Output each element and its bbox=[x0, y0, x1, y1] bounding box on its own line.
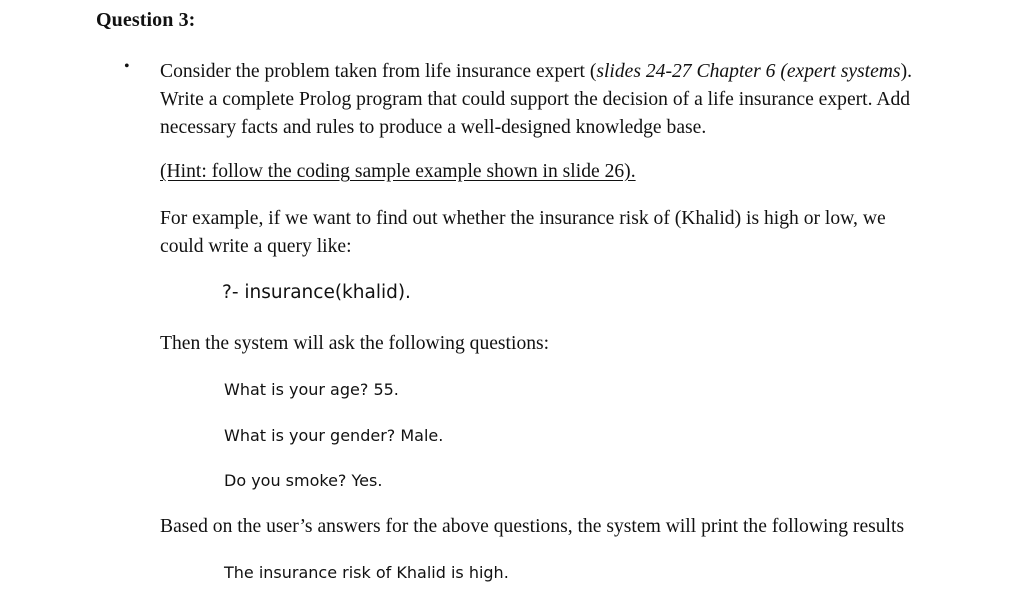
prolog-query: ?- insurance(khalid). bbox=[222, 282, 411, 303]
intro-paragraph bbox=[160, 58, 912, 142]
intro-line-3: necessary facts and rules to produce a well-designed knowledge base. bbox=[160, 117, 707, 138]
example-paragraph bbox=[160, 205, 886, 261]
question-heading: Question 3: bbox=[96, 9, 196, 31]
intro-line-1-start: Consider the problem taken from life insurance expert ( bbox=[160, 61, 597, 82]
question-gender: What is your gender? Male. bbox=[224, 426, 444, 445]
bullet-point: • bbox=[124, 58, 130, 75]
question-age: What is your age? 55. bbox=[224, 380, 399, 399]
based-on-text: Based on the user’s answers for the above questions, the system will print the following results bbox=[160, 516, 905, 537]
slides-reference: slides 24-27 Chapter 6 (expert systems bbox=[596, 61, 901, 82]
intro-line-1 bbox=[160, 58, 912, 86]
example-line-2: could write a query like: bbox=[160, 236, 352, 257]
result-text: The insurance risk of Khalid is high. bbox=[224, 563, 509, 582]
hint-text: (Hint: follow the coding sample example shown in slide 26). bbox=[160, 161, 636, 182]
question-smoke: Do you smoke? Yes. bbox=[224, 471, 383, 490]
example-line-1: For example, if we want to find out whether the insurance risk of (Khalid) is high or low, we bbox=[160, 208, 886, 229]
then-text: Then the system will ask the following questions: bbox=[160, 333, 550, 354]
intro-line-2: Write a complete Prolog program that could support the decision of a life insurance expert. Add bbox=[160, 89, 911, 110]
intro-line-1-end: ). bbox=[900, 61, 912, 82]
